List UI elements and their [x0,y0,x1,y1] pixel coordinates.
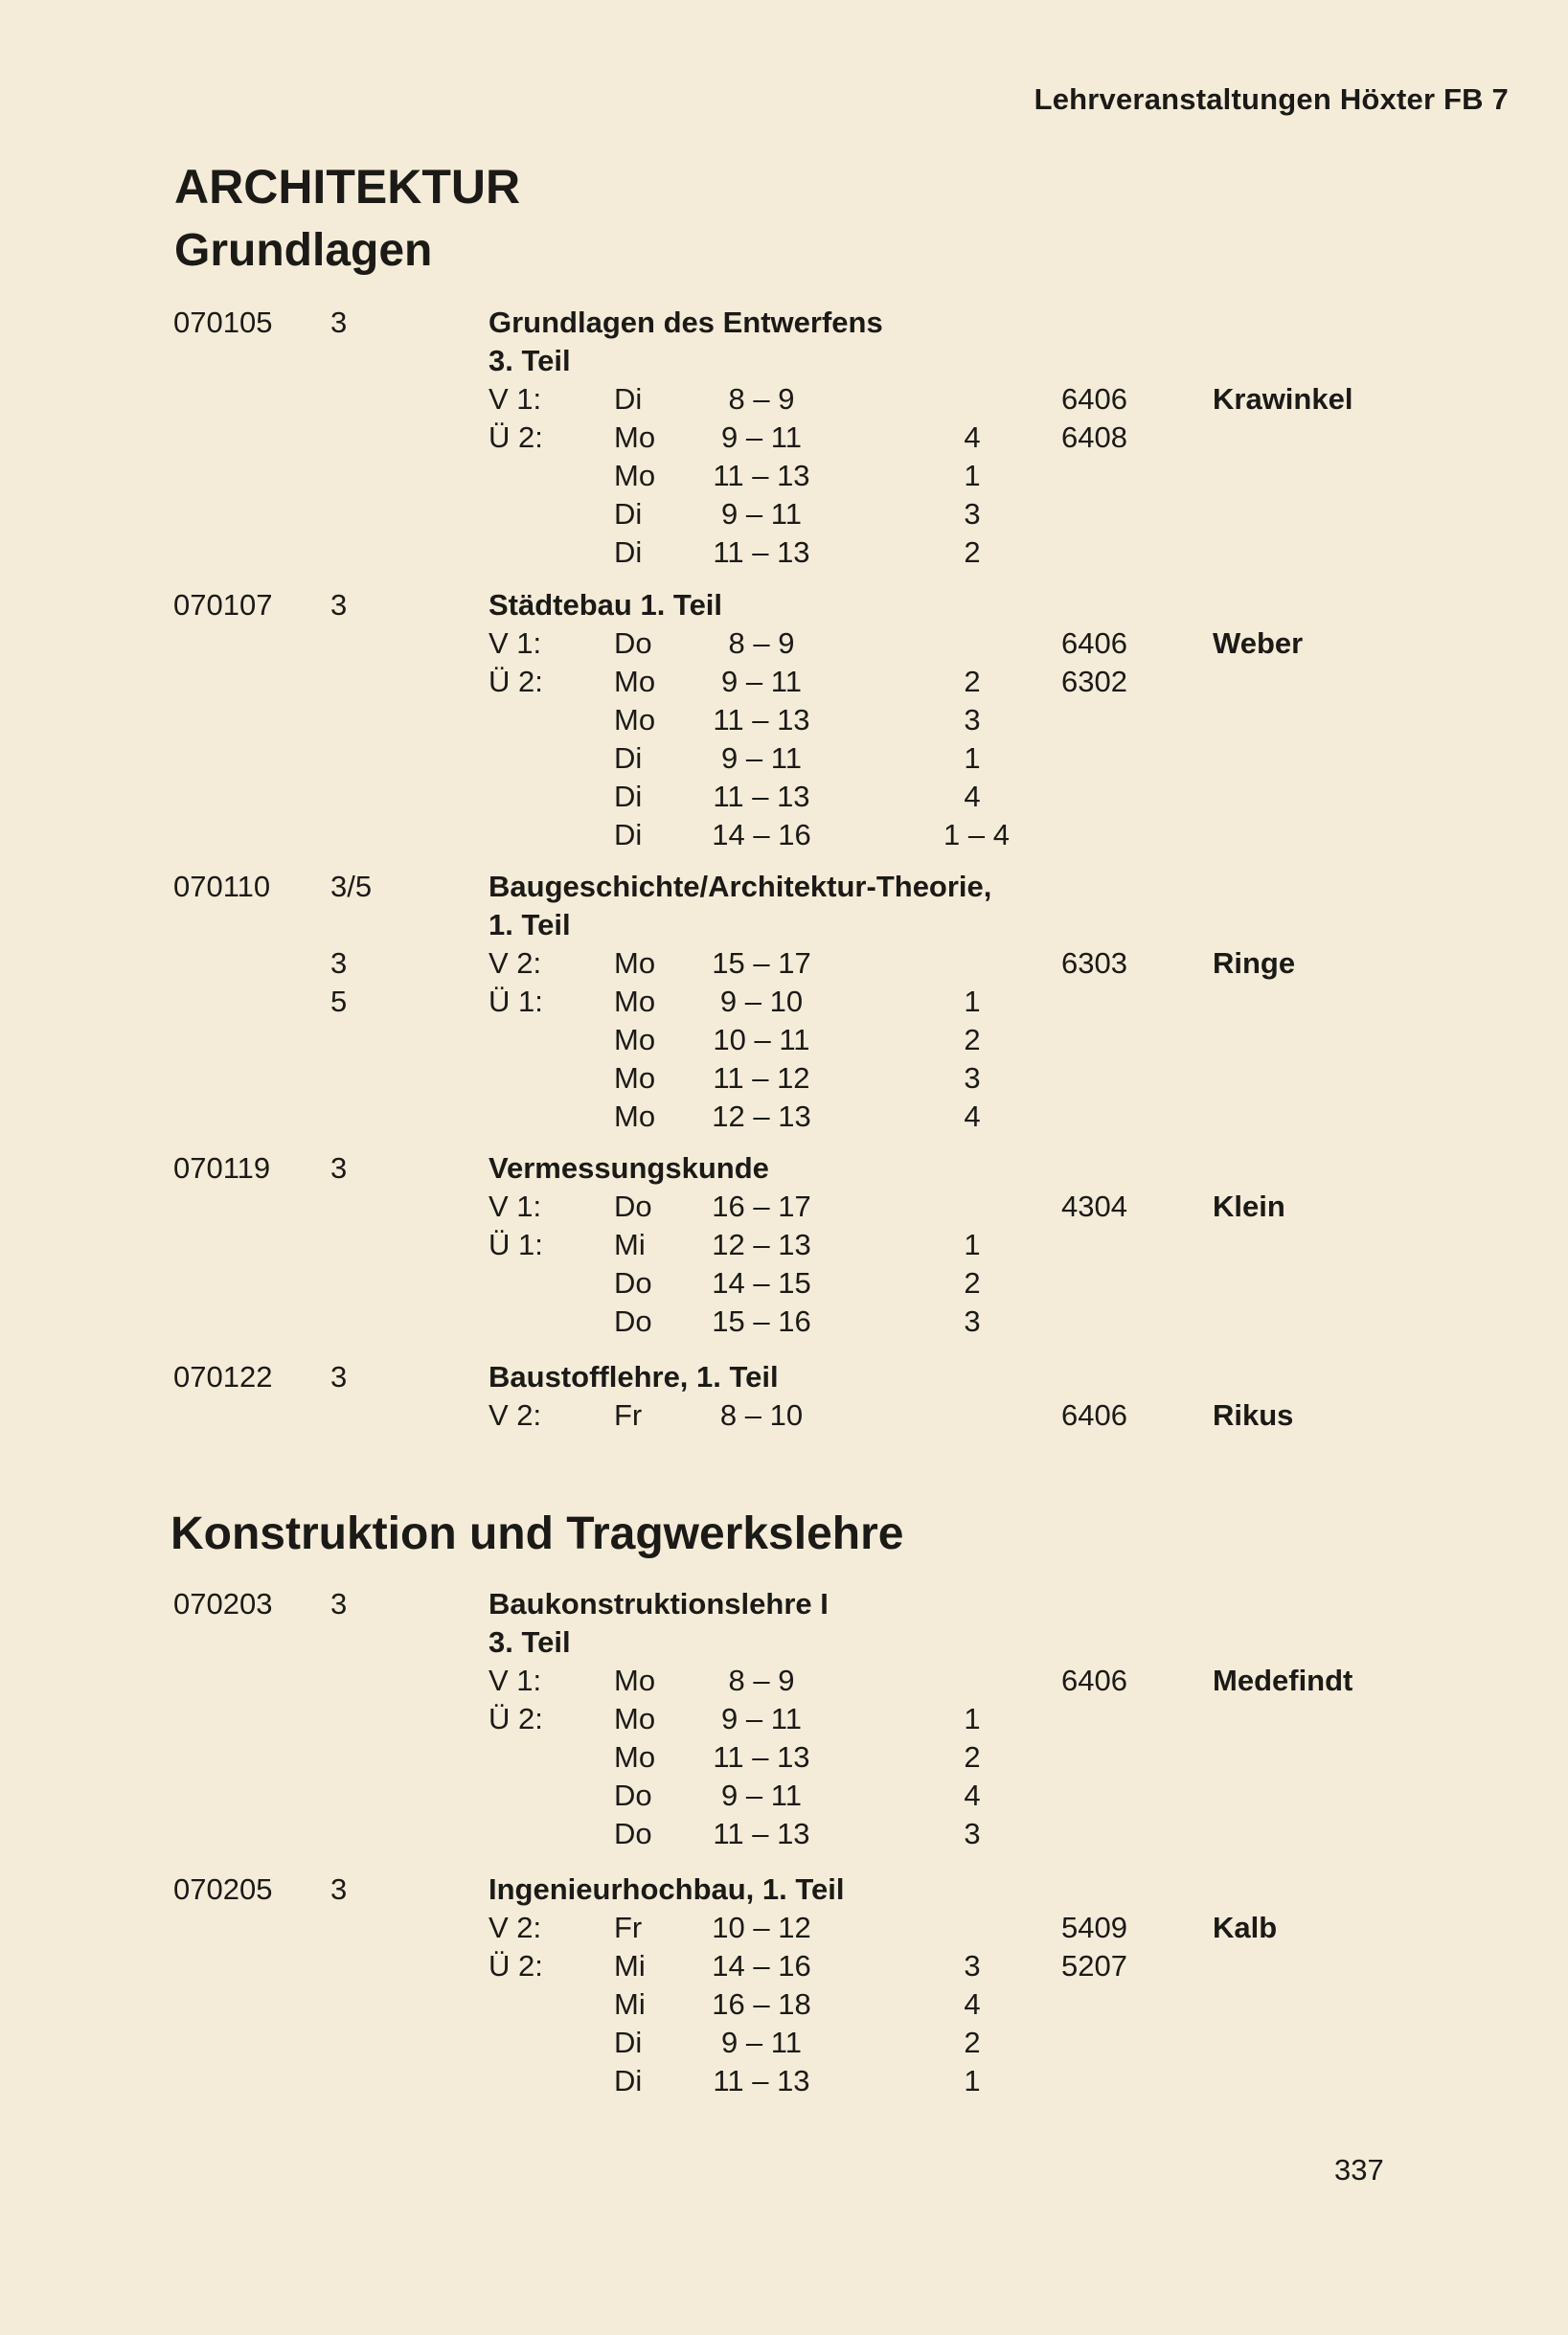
section-title-konstruktion: Konstruktion und Tragwerkslehre [170,1508,904,1559]
session-lecturer: Kalb [1213,1911,1278,1944]
session-time: 11 – 13 [713,703,810,737]
course-credits: 3 [330,306,348,339]
course-070205 [0,1870,1568,2100]
session-row [0,1662,1568,1700]
session-time: 8 – 9 [728,382,795,416]
session-row [0,1303,1568,1341]
session-row [0,1396,1568,1435]
session-time: 16 – 17 [712,1190,811,1223]
session-lecturer: Klein [1213,1190,1285,1223]
session-credit: 5 [330,985,348,1018]
session-group: 2 [964,535,981,569]
session-time: 14 – 16 [712,1949,811,1983]
course-code: 070105 [173,306,273,339]
session-room: 6303 [1061,946,1127,980]
session-row [0,495,1568,533]
session-group: 1 [964,1228,981,1261]
session-type: Ü 2: [489,1702,543,1735]
session-credit: 3 [330,946,348,980]
session-type: V 2: [489,1911,542,1944]
session-time: 9 – 11 [721,420,802,454]
session-time: 15 – 16 [712,1304,811,1338]
course-title: 1. Teil [489,908,571,941]
session-day: Mi [614,1987,646,2021]
session-time: 9 – 11 [721,2026,802,2059]
session-time: 11 – 13 [713,1817,810,1850]
session-day: Di [614,382,643,416]
session-day: Do [614,1304,652,1338]
session-room: 6408 [1061,420,1127,454]
course-070110 [0,868,1568,1136]
session-type: V 1: [489,1190,542,1223]
session-type: V 2: [489,1398,542,1432]
session-lecturer: Krawinkel [1213,382,1353,416]
course-title: Grundlagen des Entwerfens [489,306,883,339]
session-group: 4 [964,1099,981,1133]
session-day: Mo [614,420,656,454]
course-title-row [0,304,1568,342]
course-title: Baugeschichte/Architektur-Theorie, [489,870,992,903]
course-code: 070110 [173,870,271,903]
course-code: 070205 [173,1872,273,1906]
session-day: Di [614,497,643,531]
session-row [0,380,1568,419]
session-time: 14 – 16 [712,818,811,851]
session-day: Mo [614,459,656,492]
session-group: 2 [964,1266,981,1300]
session-day: Do [614,1190,652,1223]
session-room: 6406 [1061,382,1127,416]
session-day: Do [614,1817,652,1850]
page-number: 337 [1334,2153,1384,2187]
session-group: 1 [964,741,981,775]
session-type: Ü 2: [489,1949,543,1983]
session-group: 4 [964,1779,981,1812]
session-row [0,533,1568,572]
session-day: Di [614,741,643,775]
session-row [0,1264,1568,1303]
session-day: Mo [614,1023,656,1056]
course-title-row [0,586,1568,624]
session-day: Mo [614,1702,656,1735]
session-day: Di [614,535,643,569]
session-row [0,701,1568,739]
session-day: Mo [614,665,656,698]
course-title: Ingenieurhochbau, 1. Teil [489,1872,845,1906]
session-time: 9 – 11 [721,497,802,531]
session-time: 16 – 18 [712,1987,811,2021]
session-day: Mo [614,1664,656,1697]
course-title-row [0,1585,1568,1623]
session-day: Mo [614,1061,656,1095]
session-time: 8 – 9 [728,626,795,660]
session-time: 9 – 11 [721,741,802,775]
session-type: Ü 1: [489,985,543,1018]
session-row [0,624,1568,663]
session-day: Di [614,780,643,813]
session-group: 2 [964,1740,981,1774]
session-group: 3 [964,497,981,531]
session-room: 6406 [1061,626,1127,660]
session-time: 11 – 13 [713,1740,810,1774]
course-title-row [0,342,1568,380]
course-credits: 3 [330,1360,348,1394]
session-row [0,1738,1568,1777]
session-time: 10 – 11 [713,1023,810,1056]
session-day: Mo [614,985,656,1018]
session-time: 8 – 10 [719,1398,804,1432]
session-row [0,2024,1568,2062]
course-070122 [0,1358,1568,1435]
session-time: 14 – 15 [712,1266,811,1300]
session-time: 8 – 9 [728,1664,795,1697]
course-title: Baukonstruktionslehre I [489,1587,829,1621]
session-day: Di [614,2026,643,2059]
session-row [0,1700,1568,1738]
session-row [0,2062,1568,2100]
session-time: 9 – 10 [719,985,804,1018]
session-group: 1 [964,1702,981,1735]
session-group: 2 [964,1023,981,1056]
course-070107 [0,586,1568,854]
session-type: V 1: [489,382,542,416]
session-day: Do [614,626,652,660]
session-row [0,944,1568,983]
session-group: 1 [964,459,981,492]
session-time: 9 – 11 [721,665,802,698]
heading-grundlagen: Grundlagen [174,225,433,276]
session-row [0,1226,1568,1264]
course-title-row [0,1149,1568,1188]
session-type: V 2: [489,946,542,980]
session-time: 9 – 11 [721,1779,802,1812]
session-group: 1 [964,2064,981,2097]
session-row [0,1021,1568,1059]
running-header: Lehrveranstaltungen Höxter FB 7 [1034,82,1509,116]
course-code: 070107 [173,588,273,622]
session-day: Fr [614,1911,643,1944]
session-time: 11 – 13 [713,535,810,569]
session-group: 4 [964,1987,981,2021]
course-credits: 3 [330,1872,348,1906]
session-lecturer: Ringe [1213,946,1296,980]
session-time: 15 – 17 [712,946,811,980]
session-time: 11 – 13 [713,459,810,492]
session-day: Di [614,818,643,851]
session-time: 9 – 11 [721,1702,802,1735]
session-lecturer: Medefindt [1213,1664,1353,1697]
session-time: 10 – 12 [712,1911,811,1944]
course-070105 [0,304,1568,572]
session-room: 4304 [1061,1190,1127,1223]
course-code: 070122 [173,1360,273,1394]
session-type: Ü 2: [489,665,543,698]
session-room: 5409 [1061,1911,1127,1944]
session-group: 4 [964,780,981,813]
course-title: Städtebau 1. Teil [489,588,723,622]
course-code: 070203 [173,1587,273,1621]
session-row [0,457,1568,495]
course-title-row [0,906,1568,944]
session-time: 12 – 13 [712,1228,811,1261]
session-row [0,1777,1568,1815]
course-070119 [0,1149,1568,1341]
session-lecturer: Rikus [1213,1398,1294,1432]
course-title: Baustofflehre, 1. Teil [489,1360,779,1394]
session-row [0,1098,1568,1136]
session-row [0,739,1568,778]
course-title: 3. Teil [489,1625,571,1659]
session-group: 1 – 4 [943,818,1010,851]
session-row [0,983,1568,1021]
course-070203 [0,1585,1568,1853]
course-title: Vermessungskunde [489,1151,769,1185]
course-code: 070119 [173,1151,271,1185]
session-time: 11 – 13 [713,2064,810,2097]
session-row [0,778,1568,816]
session-group: 3 [964,1817,981,1850]
session-row [0,663,1568,701]
session-day: Mo [614,1099,656,1133]
session-type: Ü 1: [489,1228,543,1261]
session-day: Mo [614,946,656,980]
session-room: 5207 [1061,1949,1127,1983]
session-group: 3 [964,1949,981,1983]
session-row [0,1059,1568,1098]
session-row [0,419,1568,457]
course-credits: 3/5 [330,870,373,903]
session-time: 12 – 13 [712,1099,811,1133]
session-group: 2 [964,2026,981,2059]
session-day: Mi [614,1949,646,1983]
course-title-row [0,1870,1568,1909]
session-day: Fr [614,1398,643,1432]
session-day: Mo [614,703,656,737]
session-row [0,1188,1568,1226]
session-row [0,1947,1568,1985]
heading-architektur: ARCHITEKTUR [174,160,521,214]
session-group: 3 [964,1304,981,1338]
session-type: Ü 2: [489,420,543,454]
session-group: 3 [964,1061,981,1095]
session-group: 4 [964,420,981,454]
session-time: 11 – 13 [713,780,810,813]
course-title: 3. Teil [489,344,571,377]
course-title-row [0,1358,1568,1396]
session-row [0,1815,1568,1853]
session-row [0,1985,1568,2024]
session-row [0,816,1568,854]
session-room: 6406 [1061,1398,1127,1432]
session-day: Di [614,2064,643,2097]
course-title-row [0,1623,1568,1662]
session-group: 2 [964,665,981,698]
session-lecturer: Weber [1213,626,1304,660]
session-day: Do [614,1266,652,1300]
session-type: V 1: [489,626,542,660]
session-day: Mo [614,1740,656,1774]
session-group: 3 [964,703,981,737]
session-day: Mi [614,1228,646,1261]
session-time: 11 – 12 [713,1061,810,1095]
session-row [0,1909,1568,1947]
course-credits: 3 [330,1151,348,1185]
session-room: 6406 [1061,1664,1127,1697]
session-group: 1 [964,985,981,1018]
course-credits: 3 [330,1587,348,1621]
course-credits: 3 [330,588,348,622]
session-type: V 1: [489,1664,542,1697]
session-room: 6302 [1061,665,1127,698]
course-title-row [0,868,1568,906]
session-day: Do [614,1779,652,1812]
